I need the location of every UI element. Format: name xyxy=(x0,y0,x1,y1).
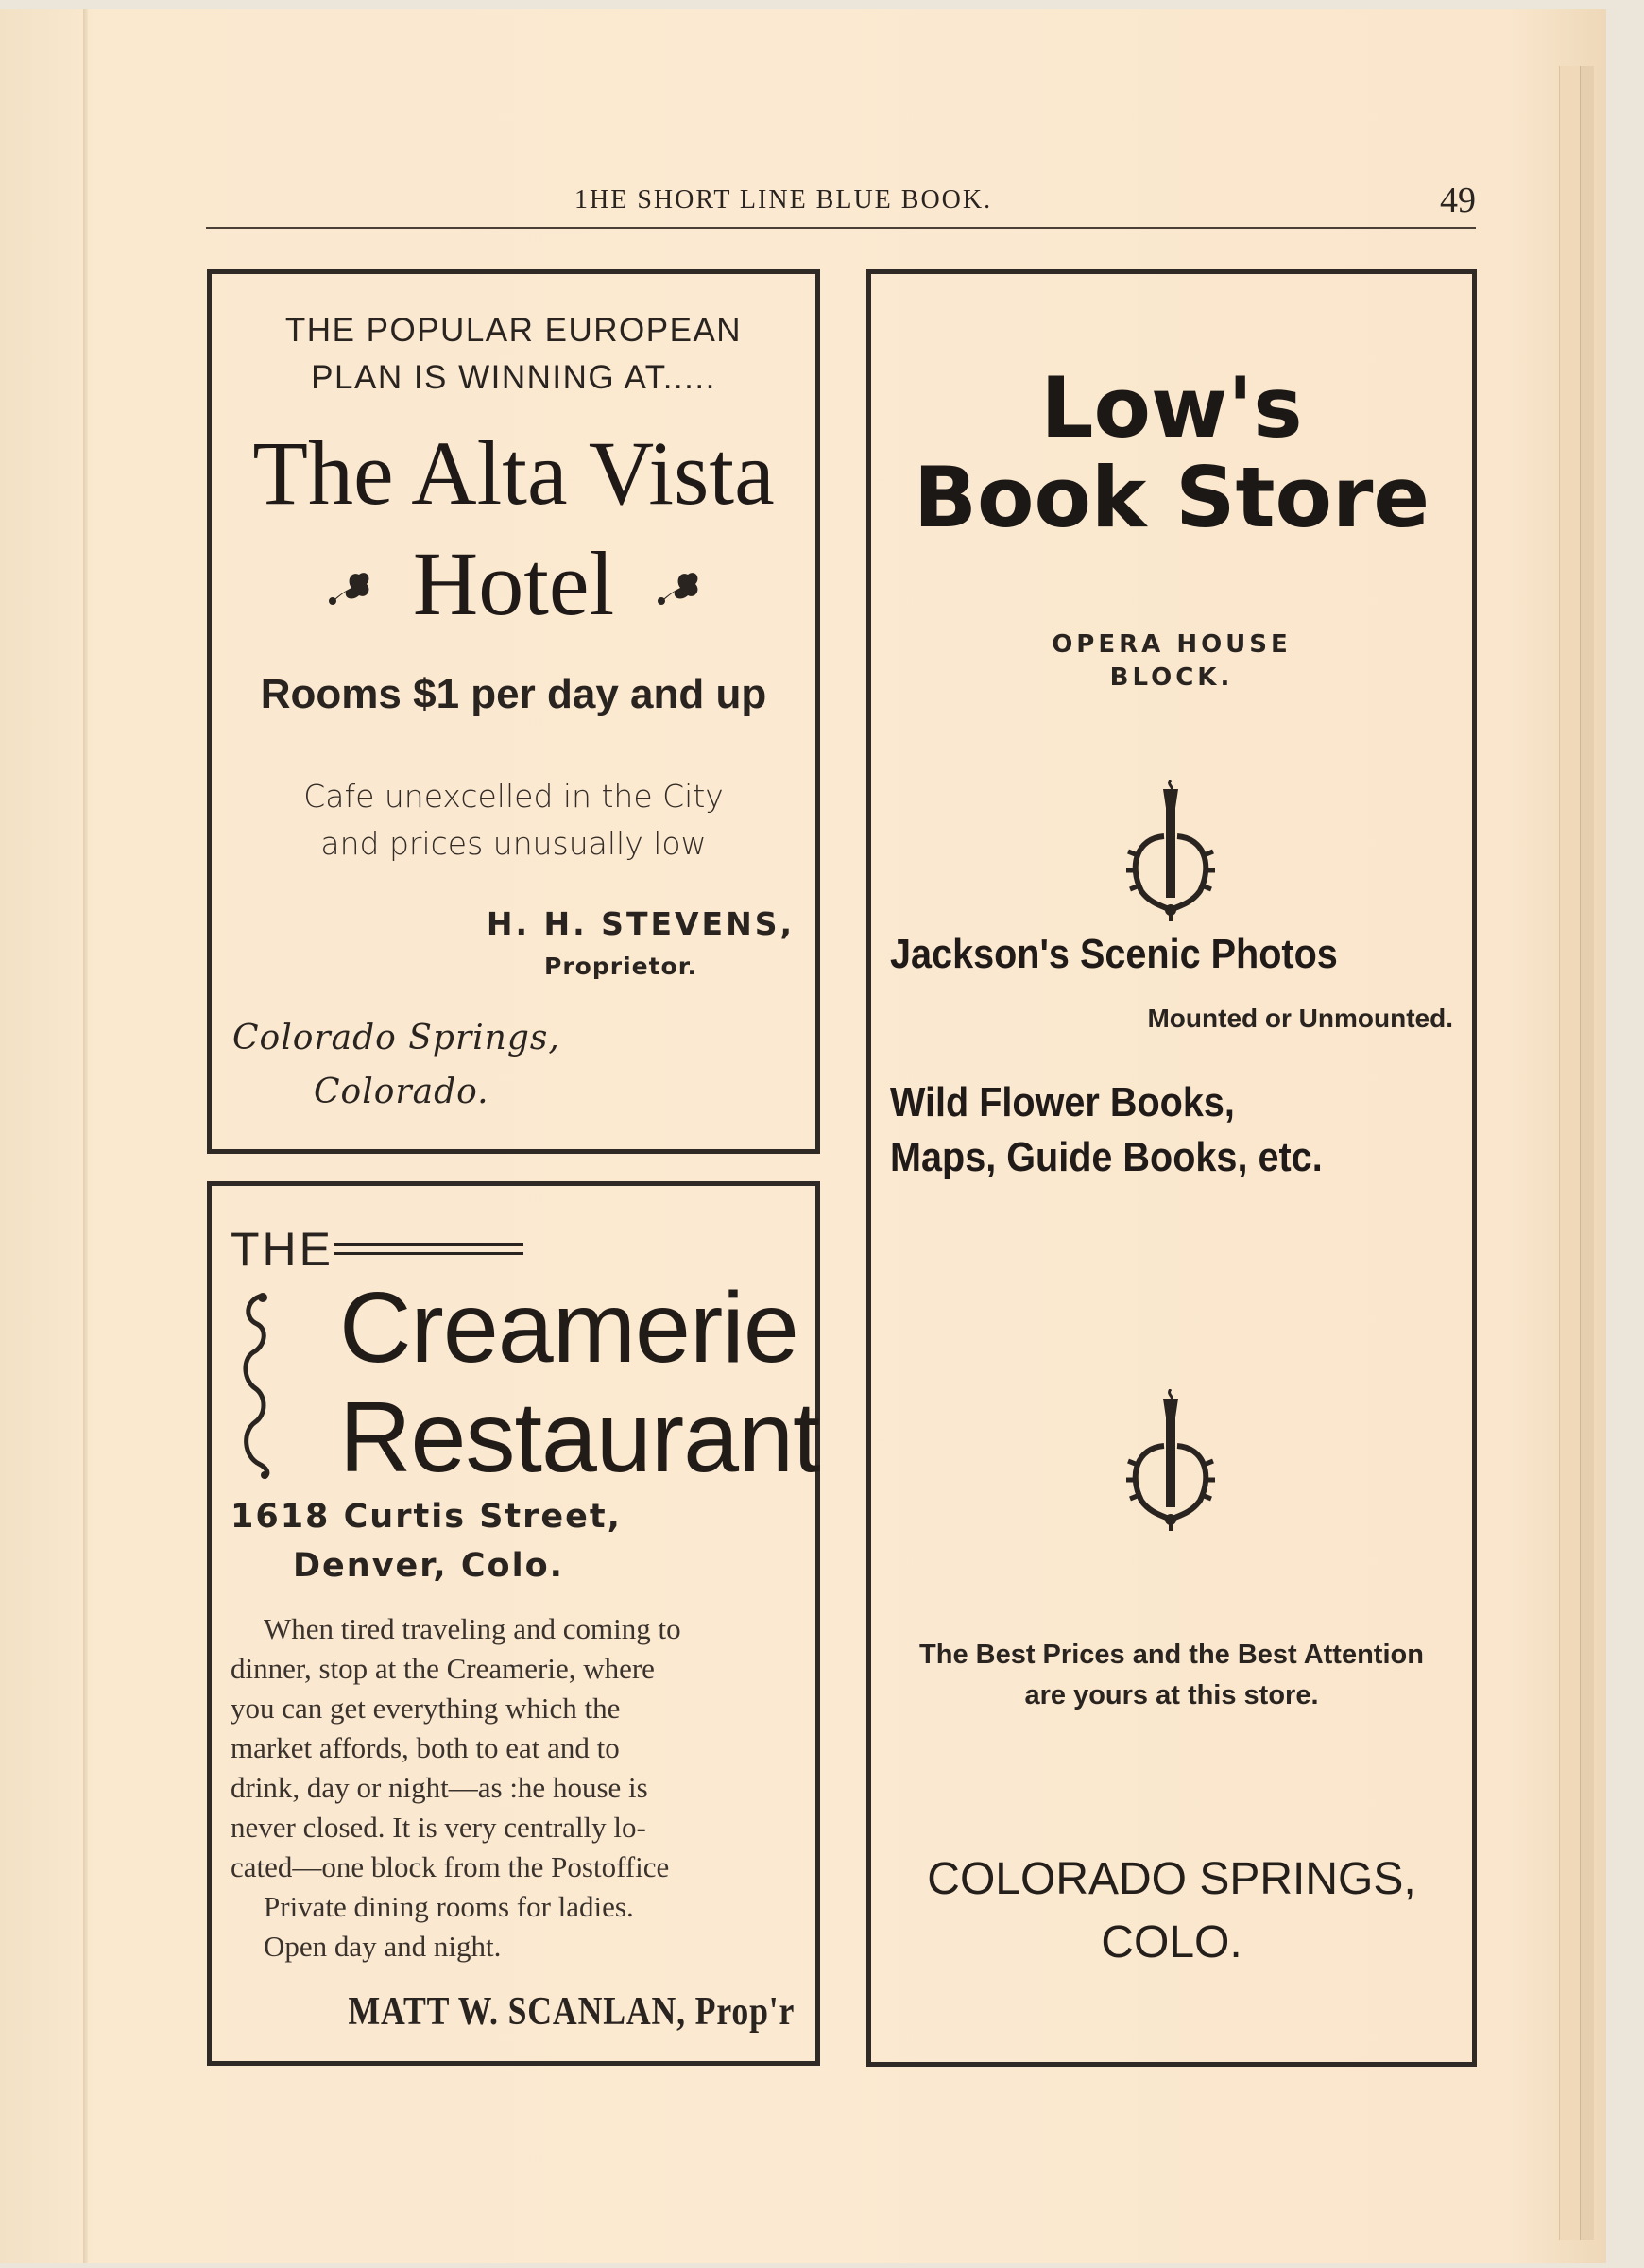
hotel-proprietor-title: Proprietor. xyxy=(544,953,697,980)
hotel-tagline-2: PLAN IS WINNING AT..... xyxy=(311,359,716,396)
decorative-rule-2 xyxy=(334,1252,523,1255)
decorative-rule xyxy=(334,1243,523,1246)
ad-lows-book-store xyxy=(866,269,1477,2067)
restaurant-proprietor: MATT W. SCANLAN, Prop'r xyxy=(348,1990,795,2034)
bookstore-best-1: The Best Prices and the Best Attention xyxy=(919,1640,1424,1670)
hotel-rooms-rate: Rooms $1 per day and up xyxy=(260,671,767,717)
bookstore-books-1: Wild Flower Books, xyxy=(890,1079,1235,1125)
hotel-city-1: Colorado Springs, xyxy=(232,1019,560,1057)
restaurant-body-2: dinner, stop at the Creamerie, where xyxy=(231,1652,655,1685)
running-title: 1HE SHORT LINE BLUE BOOK. xyxy=(574,185,993,215)
bookstore-city-2: COLO. xyxy=(1101,1917,1242,1967)
bookstore-title-1: Low's xyxy=(1040,359,1303,456)
restaurant-name-1: Creamerie xyxy=(339,1272,798,1383)
restaurant-body-4: market affords, both to eat and to xyxy=(231,1731,620,1764)
restaurant-body-1: When tired traveling and coming to xyxy=(264,1612,681,1645)
restaurant-body-5: drink, day or night—as :he house is xyxy=(231,1771,648,1804)
restaurant-name-2: Restaurant xyxy=(339,1382,820,1493)
restaurant-the: THE xyxy=(231,1223,334,1276)
bookstore-photos: Jackson's Scenic Photos xyxy=(890,931,1338,977)
restaurant-address-2: Denver, Colo. xyxy=(293,1547,564,1585)
fleuron-right-icon xyxy=(654,567,703,609)
ad-alta-vista-hotel xyxy=(207,269,820,1154)
restaurant-body-9: Open day and night. xyxy=(264,1930,502,1963)
page-gutter xyxy=(83,9,88,2263)
torch-wreath-icon xyxy=(1119,780,1223,921)
page-edge xyxy=(1559,66,1581,2240)
restaurant-address-1: 1618 Curtis Street, xyxy=(231,1498,622,1536)
bookstore-location-2: BLOCK. xyxy=(1109,663,1234,692)
bookstore-best-2: are yours at this store. xyxy=(1024,1680,1319,1710)
page-number: 49 xyxy=(1440,180,1476,220)
scroll-ornament-icon xyxy=(236,1290,274,1479)
hotel-name-1: The Alta Vista xyxy=(252,422,775,524)
restaurant-body-6: never closed. It is very centrally lo- xyxy=(231,1811,646,1844)
running-header xyxy=(206,176,1476,229)
bookstore-title-2: Book Store xyxy=(913,449,1430,546)
hotel-tagline-1: THE POPULAR EUROPEAN xyxy=(284,312,743,349)
hotel-cafe-line-2: and prices unusually low xyxy=(320,825,707,862)
bookstore-photos-note: Mounted or Unmounted. xyxy=(1147,1004,1453,1033)
torch-wreath-icon-2 xyxy=(1119,1389,1223,1531)
book-page xyxy=(0,9,1606,2263)
restaurant-body-8: Private dining rooms for ladies. xyxy=(264,1890,634,1923)
hotel-cafe-line-1: Cafe unexcelled in the City xyxy=(303,778,724,815)
ad-creamerie-restaurant xyxy=(207,1181,820,2066)
bookstore-location-1: OPERA HOUSE xyxy=(1052,630,1292,659)
bookstore-books-2: Maps, Guide Books, etc. xyxy=(890,1134,1323,1180)
hotel-proprietor-name: H. H. STEVENS, xyxy=(486,905,795,942)
restaurant-body-3: you can get everything which the xyxy=(231,1692,621,1725)
fleuron-left-icon xyxy=(325,567,374,609)
page-edge-back xyxy=(1580,66,1594,2240)
restaurant-body-7: cated—one block from the Postoffice xyxy=(231,1850,670,1883)
hotel-city-2: Colorado. xyxy=(314,1073,489,1111)
hotel-name-2: Hotel xyxy=(412,533,615,634)
bookstore-city-1: COLORADO SPRINGS, xyxy=(927,1854,1416,1904)
